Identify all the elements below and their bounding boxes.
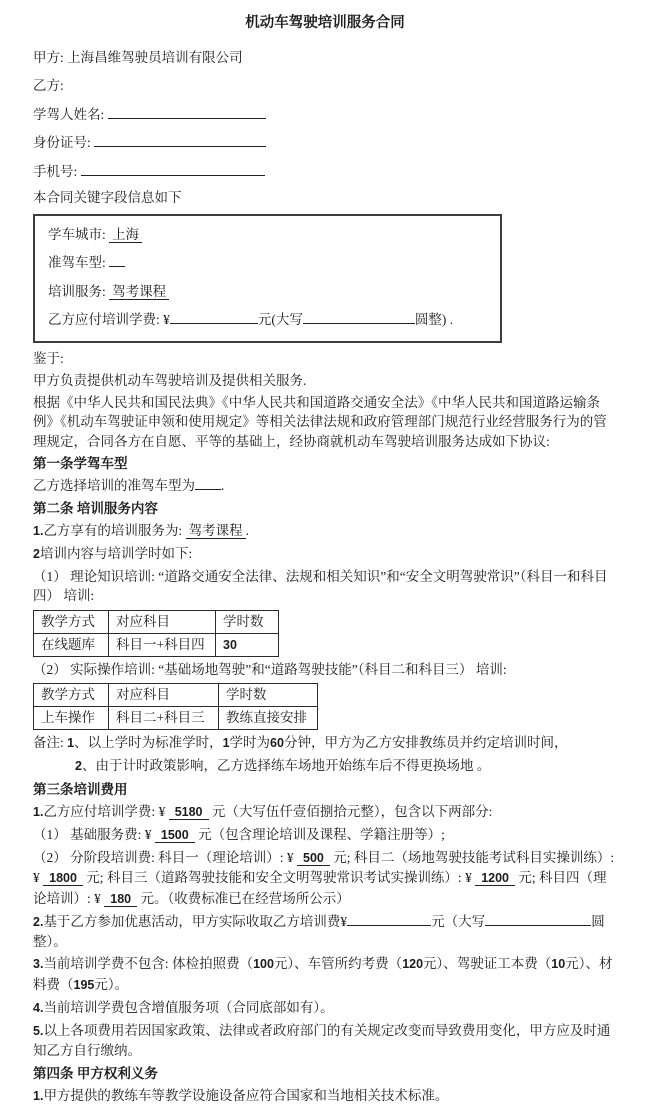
cell-teaching-method: 在线题库 — [34, 633, 109, 656]
header-cell: 对应科目 — [109, 610, 216, 633]
cell-hours: 教练直接安排 — [219, 707, 318, 730]
cell-subjects: 科目一+科目四 — [109, 633, 216, 656]
whereas-p2: 根据《中华人民共和国民法典》《中华人民共和国道路交通安全法》《中华人民共和国道路运输条例》《机动车驾驶证申领和使用规定》等相关法律法规和政府管理部门规范行业经营服务行为的管理规定，合同各方在自愿、平等的基础上，经协商就机动车驾驶培训服务达成如下协议: — [33, 393, 617, 452]
theory-hours-table — [33, 610, 279, 657]
student-name-field: 学驾人姓名: — [33, 105, 617, 125]
key-info-box — [33, 214, 502, 343]
key-vehicle-line: 准驾车型: — [48, 253, 487, 273]
section3-value-added: 4.当前培训学费包含增值服务项（合同底部如有）。 — [33, 998, 617, 1019]
whereas-label: 鉴于: — [33, 349, 617, 369]
cell-subjects: 科目二+科目三 — [109, 707, 219, 730]
remark-line-2: 2、由于计时政策影响，乙方选择练车场地开始练车后不得更换场地 。 — [33, 756, 617, 777]
table-header-row — [34, 684, 318, 707]
section2-practice-intro: （2） 实际操作培训: “基础场地驾驶”和“道路驾驶技能”（科目二和科目三） 培训: — [33, 660, 617, 680]
section3-excluded-fees: 3.当前培训学费不包含: 体检拍照费（100元）、车管所约考费（120元）、驾驶证工本费（10元）、材料费（195元）。 — [33, 954, 617, 995]
practice-hours-table — [33, 683, 318, 730]
section3-base-fee: （1） 基础服务费: ¥ 1500 元（包含理论培训及课程、学籍注册等）; — [33, 825, 617, 846]
key-city-line: 学车城市: 上海 — [48, 225, 487, 245]
section2-hours-line: 2培训内容与培训学时如下: — [33, 544, 617, 565]
header-cell: 学时数 — [216, 610, 279, 633]
section2-heading: 第二条 培训服务内容 — [33, 499, 617, 519]
section3-heading: 第三条培训费用 — [33, 780, 617, 800]
section3-discount-fee: 2.基于乙方参加优惠活动，甲方实际收取乙方培训费¥ 元（大写 圆整）。 — [33, 912, 617, 952]
section2-theory-intro: （1） 理论知识培训: “道路交通安全法律、法规和相关知识”和“安全文明驾驶常识”（科目一和科目四） 培训: — [33, 567, 617, 606]
id-number-field: 身份证号: — [33, 133, 617, 153]
header-cell: 学时数 — [219, 684, 318, 707]
cell-teaching-method: 上车操作 — [34, 707, 109, 730]
section3-policy-change: 5.以上各项费用若因国家政策、法律或者政府部门的有关规定改变而导致费用变化，甲方应及时通知乙方自行缴纳。 — [33, 1021, 617, 1061]
section3-stage-fees: （2） 分阶段培训费: 科目一（理论培训）: ¥ 500 元; 科目二（场地驾驶技能考试科目实操训练）: ¥ 1800 元; 科目三（道路驾驶技能和安全文明驾驶常识考试实操训练）: ¥ 1200 元; 科目四（理论培训）: ¥ 180 元。（收费标准已在经营场所公示） — [33, 848, 617, 910]
section2-service-line: 1.乙方享有的培训服务为: 驾考课程 . — [33, 521, 617, 542]
whereas-p1: 甲方负责提供机动车驾驶培训及提供相关服务. — [33, 371, 617, 391]
section4-p1: 1.甲方提供的教练车等教学设施设备应符合国家和当地相关技术标准。 — [33, 1086, 617, 1106]
section3-total-fee: 1.乙方应付培训学费: ¥ 5180 元（大写伍仟壹佰捌拾元整），包含以下两部分: — [33, 802, 617, 823]
key-fee-line: 乙方应付培训学费: ¥ 元(大写 圆整) . — [48, 310, 487, 330]
table-row — [34, 707, 318, 730]
header-cell: 对应科目 — [109, 684, 219, 707]
header-cell: 教学方式 — [34, 610, 109, 633]
party-b-line: 乙方: — [33, 76, 617, 96]
cell-hours: 30 — [216, 633, 279, 656]
party-a-line: 甲方: 上海昌维驾驶员培训有限公司 — [33, 48, 617, 68]
section1-heading: 第一条学驾车型 — [33, 454, 617, 474]
phone-field: 手机号: — [33, 162, 617, 182]
table-row — [34, 633, 279, 656]
remark-line-1: 备注: 1、以上学时为标准学时，1学时为60分钟，甲方为乙方安排教练员并约定培训时间， — [33, 733, 617, 754]
section1-p1: 乙方选择培训的准驾车型为 . — [33, 476, 617, 496]
table-header-row — [34, 610, 279, 633]
contract-title: 机动车驾驶培训服务合同 — [33, 14, 617, 34]
section4-heading: 第四条 甲方权利义务 — [33, 1064, 617, 1084]
key-info-intro: 本合同关键字段信息如下 — [33, 188, 617, 208]
key-service-line: 培训服务: 驾考课程 — [48, 282, 487, 302]
header-cell: 教学方式 — [34, 684, 109, 707]
